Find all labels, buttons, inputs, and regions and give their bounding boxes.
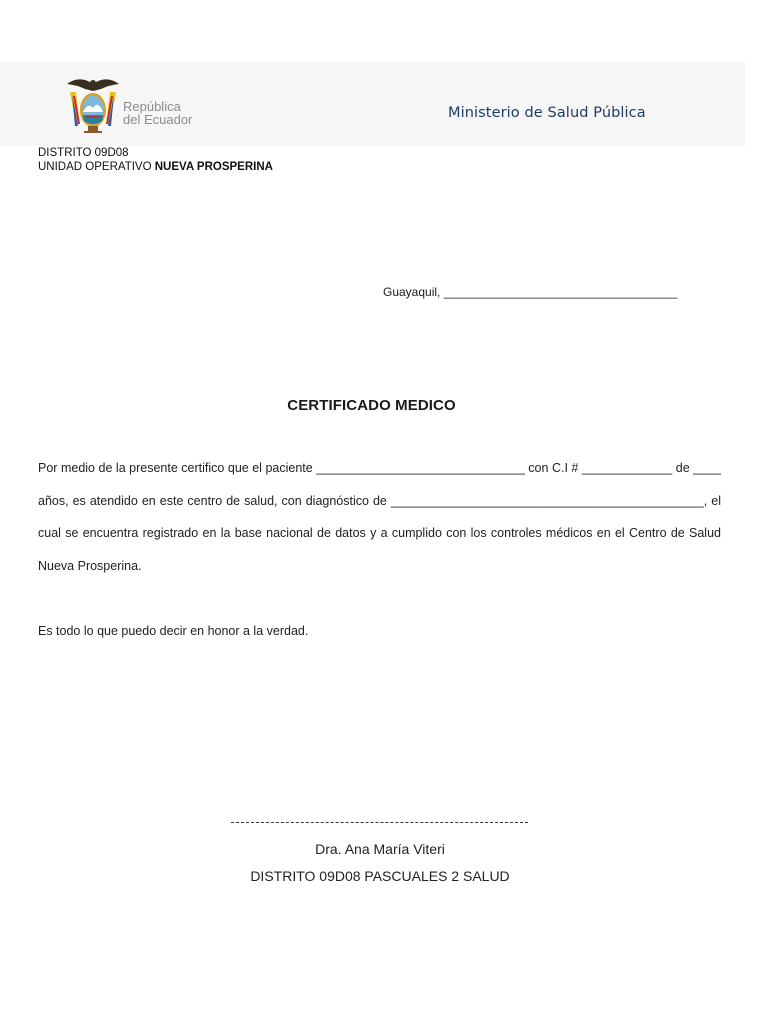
distrito-block — [38, 146, 273, 174]
closing-statement: Es todo lo que puedo decir en honor a la verdad. — [38, 624, 309, 638]
unidad-prefix: UNIDAD OPERATIVO — [38, 161, 152, 173]
document-title: CERTIFICADO MEDICO — [287, 397, 456, 414]
coat-of-arms-icon — [64, 74, 122, 138]
republica-line-1: República — [123, 99, 181, 114]
certificate-body: Por medio de la presente certifico que el paciente ______________________________ con C.I # _____________ de ____ años, es atendido en este centro de salud, con diagnóstico de _____________________________________________, el cual se encuentra registrado en la base nacional de datos y a cumplido con los controles médicos en el Centro de Salud Nueva Prosperina. — [38, 461, 721, 573]
signature-line — [231, 822, 528, 823]
unidad-line — [38, 160, 273, 174]
signer-name: Dra. Ana María Viteri — [315, 841, 445, 857]
republica-line-2: del Ecuador — [123, 112, 193, 127]
unidad-name: NUEVA PROSPERINA — [154, 161, 273, 173]
republica-label — [123, 100, 192, 126]
distrito-code: DISTRITO 09D08 — [38, 147, 129, 159]
ministerio-title: Ministerio de Salud Pública — [448, 105, 646, 121]
signer-district: DISTRITO 09D08 PASCUALES 2 SALUD — [250, 868, 510, 884]
city-date-line: Guayaquil, ___________________________________ — [383, 285, 678, 299]
